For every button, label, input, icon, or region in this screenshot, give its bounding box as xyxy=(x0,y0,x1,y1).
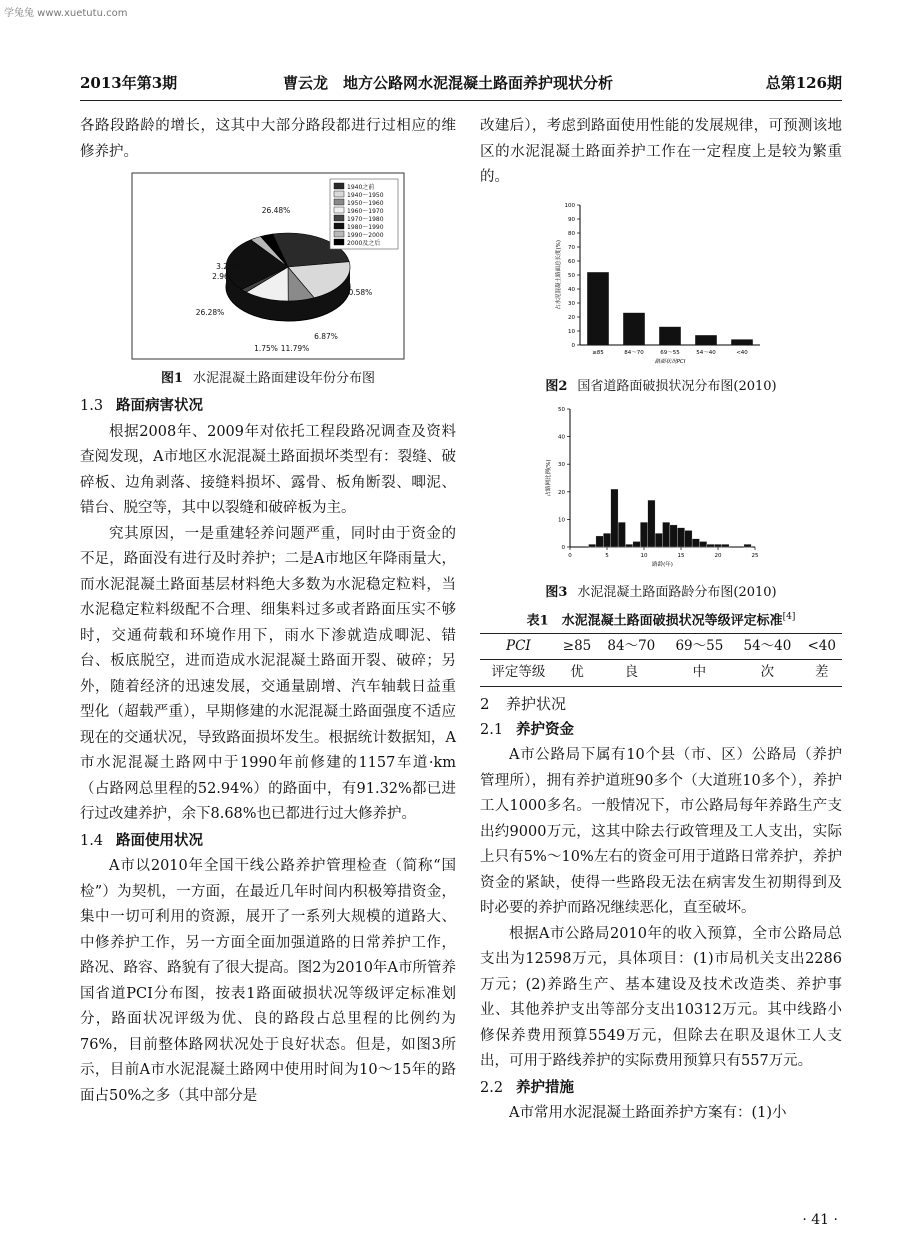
x-tick-label: 20 xyxy=(714,552,722,559)
figure-2-caption xyxy=(480,377,842,397)
legend-label: 1970～1980 xyxy=(347,216,384,223)
bar xyxy=(589,544,596,547)
table-cell: 次 xyxy=(733,660,801,687)
y-tick-label: 60 xyxy=(568,258,575,265)
citation: [4] xyxy=(782,611,796,622)
bar xyxy=(695,335,717,345)
section-title: 路面病害状况 xyxy=(116,397,203,414)
section-title: 养护措施 xyxy=(516,1078,574,1096)
issue-label: 2013年第3期 xyxy=(80,74,178,92)
y-tick-label: 70 xyxy=(568,244,575,251)
bar xyxy=(623,312,645,344)
bar xyxy=(677,527,684,546)
table-cell: 84～70 xyxy=(597,633,665,660)
legend-label: 1940～1950 xyxy=(347,192,384,199)
table-cell: 中 xyxy=(665,660,733,687)
table-cell: ≥85 xyxy=(557,633,598,660)
y-tick-label: 40 xyxy=(568,286,575,293)
watermark: 学兔兔 www.xuetutu.com xyxy=(4,8,128,19)
section-heading-2 xyxy=(480,691,842,717)
paragraph: 各路段路龄的增长，这其中大部分路段都进行过相应的维修养护。 xyxy=(80,118,456,160)
section-number: 2.2 xyxy=(480,1079,504,1096)
figure-label: 图1 xyxy=(160,371,184,386)
bar xyxy=(692,538,699,546)
bar xyxy=(611,489,618,547)
section-heading-1-4 xyxy=(80,828,456,855)
figure-2-bar-chart xyxy=(480,195,842,373)
section-heading-2-1 xyxy=(480,717,842,744)
figure-3-histogram xyxy=(480,401,842,579)
paragraph: 根据A市公路局2010年的收入预算，全市公路局总支出为12598万元，具体项目：(1)市局机关支出2286万元；(2)养路生产、基本建设及技术改造类、养护事业、其他养护支出等部分支出10312万元。其中线路小修保养费用预算5549万元，但除去在职及退休工人支出，可用于路线养护的实际费用预算只有557万元。 xyxy=(480,925,842,1070)
right-column xyxy=(480,114,842,1127)
section-title: 路面使用状况 xyxy=(116,831,203,849)
y-tick-label: 0 xyxy=(571,342,575,349)
pie-slice-label: 2.96% xyxy=(212,272,236,281)
paragraph: A市以2010年全国干线公路养护管理检查（简称“国检”）为契机，一方面，在最近几年时间内积极筹措资金，集中一切可利用的资源，展开了一系列大规模的道路大、中修养护工作，另一方面全面加强道路的日常养护工作，路况、路容、路貌有了很大提高。图2为2010年A市所管养国省道PCI分布图，按表1路面破损状况等级评定标准划分，路面状况评级为优、良的路段占总里程的比例约为76%，目前整体路网状况处于良好状态。但是，如图3所示，目前A市水泥混凝土路网中使用时间为10～15年的路面占50%之多（其中部分是 xyxy=(80,858,456,1104)
paragraph: 究其原因，一是重建轻养问题严重，同时由于资金的不足，路面没有进行及时养护；二是A市地区年降雨量大，而水泥混凝土路面基层材料绝大多数为水泥稳定粒料，当水泥稳定粒料级配不合理、细集料过多或者路面压实不够时，交通荷载和环境作用下，雨水下渗就造成唧泥、错台、板底脱空，进而造成水泥混凝土路面开裂、破碎；另外，随着经济的迅速发展，交通量剧增、汽车轴载日益重型化（超载严重），早期修建的水泥混凝土路面强度不适应现在的交通状况，导致路面损坏发生。根据统计数据知，A市水泥混凝土路网中于1990年前修建的1157车道·km（占路网总里程的52.94%）的路面中，有91.32%都已进行过改建养护，余下8.68%也已都进行过大修养护。 xyxy=(80,525,456,822)
bar xyxy=(587,272,609,345)
x-axis-label: 路面状况PCI xyxy=(654,358,686,365)
pie-slice-label: 26.28% xyxy=(195,308,225,317)
y-tick-label: 100 xyxy=(564,202,575,209)
total-issue-label: 总第126期 xyxy=(765,74,842,92)
section-heading-2-2 xyxy=(480,1075,842,1102)
section-number: 2.1 xyxy=(480,721,504,738)
y-tick-label: 10 xyxy=(558,516,565,523)
table-cell: 评定等级 xyxy=(480,660,557,687)
table-cell: 良 xyxy=(597,660,665,687)
running-title: 曹云龙 地方公路网水泥混凝土路面养护现状分析 xyxy=(283,74,614,92)
paragraph: A市常用水泥混凝土路面养护方案有：(1)小 xyxy=(509,1105,787,1122)
legend-swatch xyxy=(334,215,344,221)
legend-label: 1990～2000 xyxy=(347,232,384,239)
legend-swatch xyxy=(334,183,344,189)
running-header xyxy=(80,72,842,98)
legend-swatch xyxy=(334,223,344,229)
y-tick-label: 20 xyxy=(558,489,565,496)
left-column xyxy=(80,114,456,1109)
header-rule xyxy=(80,100,842,101)
pie-slice-label: 11.79% xyxy=(280,344,310,353)
x-tick-label: 15 xyxy=(677,552,685,559)
section-heading-1-3 xyxy=(80,393,456,420)
pie-slice-label: 1.75% xyxy=(254,344,278,353)
section-number: 2 xyxy=(480,694,490,713)
x-tick-label: <40 xyxy=(736,349,748,356)
table-1-caption xyxy=(480,607,842,631)
bar xyxy=(707,544,714,547)
bar xyxy=(659,326,681,344)
paragraph: A市公路局下属有10个县（市、区）公路局（养护管理所），拥有养护道班90多个（大道班10多个），养护工人1000多名。一般情况下，市公路局每年养路生产支出约9000万元，这其中除去行政管理及工人支出，实际上只有5%～10%左右的资金可用于道路日常养护，养护资金的紧缺，使得一些路段无法在病害发生初期得到及时必要的养护而路况继续恶化，直至破坏。 xyxy=(480,747,842,917)
table-cell: 69～55 xyxy=(665,633,733,660)
y-tick-label: 20 xyxy=(568,314,575,321)
bar xyxy=(700,541,707,547)
section-title: 养护状况 xyxy=(506,694,567,713)
bar xyxy=(744,544,751,547)
y-tick-label: 10 xyxy=(568,328,575,335)
y-tick-label: 90 xyxy=(568,216,575,223)
y-tick-label: 30 xyxy=(558,461,565,468)
figure-title: 国省道路面破损状况分布图(2010) xyxy=(577,378,777,394)
x-tick-label: 10 xyxy=(640,552,648,559)
bar xyxy=(663,522,670,547)
x-tick-label: 0 xyxy=(568,552,572,559)
bar xyxy=(731,339,753,345)
paragraph: 改建后），考虑到路面使用性能的发展规律，可预测该地区的水泥混凝土路面养护工作在一定程度上是较为繁重的。 xyxy=(480,118,842,185)
legend-swatch xyxy=(334,191,344,197)
legend-swatch xyxy=(334,207,344,213)
y-axis-label: 占水泥混凝土路面总长度(%) xyxy=(556,239,562,310)
table-row xyxy=(480,660,842,687)
table-row xyxy=(480,633,842,660)
page-number: · 41 · xyxy=(802,1212,838,1228)
bar xyxy=(722,544,729,547)
figure-1-caption xyxy=(80,369,456,389)
section-title: 养护资金 xyxy=(516,720,574,738)
legend-swatch xyxy=(334,199,344,205)
bar xyxy=(655,533,662,547)
legend-label: 1950～1960 xyxy=(347,200,384,207)
bar xyxy=(618,522,625,547)
x-axis-label: 路龄(年) xyxy=(652,561,673,568)
y-tick-label: 30 xyxy=(568,300,575,307)
y-tick-label: 50 xyxy=(568,272,575,279)
legend-swatch xyxy=(334,231,344,237)
y-axis-label: 占路网比例(%) xyxy=(546,458,552,497)
pie-slice-label: 6.87% xyxy=(314,332,338,341)
bar xyxy=(626,544,633,547)
bar xyxy=(603,533,610,547)
figure-1-pie-chart xyxy=(80,169,456,365)
table-title: 表1 水泥混凝土路面破损状况等级评定标准 xyxy=(526,612,783,628)
y-tick-label: 50 xyxy=(558,406,565,413)
figure-3-caption xyxy=(480,583,842,603)
section-number: 1.4 xyxy=(80,832,104,849)
x-tick-label: 5 xyxy=(605,552,609,559)
x-tick-label: 69～55 xyxy=(660,349,680,356)
y-tick-label: 0 xyxy=(561,544,565,551)
x-tick-label: 25 xyxy=(751,552,759,559)
bar xyxy=(640,522,647,547)
x-tick-label: ≥85 xyxy=(592,349,604,356)
bar xyxy=(596,535,603,546)
figure-label: 图3 xyxy=(545,584,568,600)
legend-label: 1980～1990 xyxy=(347,224,384,231)
table-cell: 差 xyxy=(801,660,842,687)
pie-slice-label: 20.58% xyxy=(343,288,373,297)
paragraph: 根据2008年、2009年对依托工程段路况调查及资料查阅发现，A市地区水泥混凝土路面损坏类型有：裂缝、破碎板、边角剥落、接缝料损坏、露骨、板角断裂、唧泥、错台、脱空等，其中以裂缝和破碎板为主。 xyxy=(80,423,456,516)
legend-label: 2000及之后 xyxy=(347,240,381,247)
x-tick-label: 54～40 xyxy=(696,349,716,356)
figure-title: 水泥混凝土路面建设年份分布图 xyxy=(193,371,376,386)
figure-label: 图2 xyxy=(545,378,568,394)
legend-label: 1940之前 xyxy=(347,184,375,191)
table-cell: 优 xyxy=(557,660,598,687)
x-tick-label: 84～70 xyxy=(624,349,644,356)
figure-title: 水泥混凝土路面路龄分布图(2010) xyxy=(577,584,777,600)
y-tick-label: 80 xyxy=(568,230,575,237)
bar xyxy=(670,524,677,546)
table-cell: <40 xyxy=(801,633,842,660)
y-tick-label: 40 xyxy=(558,434,565,441)
pie-slice-label: 3.29% xyxy=(216,262,240,271)
bar xyxy=(685,530,692,547)
legend-label: 1960～1970 xyxy=(347,208,384,215)
bar xyxy=(714,544,721,547)
bar xyxy=(633,541,640,547)
table-1 xyxy=(480,633,842,687)
legend-swatch xyxy=(334,239,344,245)
section-number: 1.3 xyxy=(80,398,104,414)
table-cell: PCI xyxy=(480,633,557,660)
bar xyxy=(648,500,655,547)
pie-slice-label: 26.48% xyxy=(261,206,291,215)
table-cell: 54～40 xyxy=(733,633,801,660)
